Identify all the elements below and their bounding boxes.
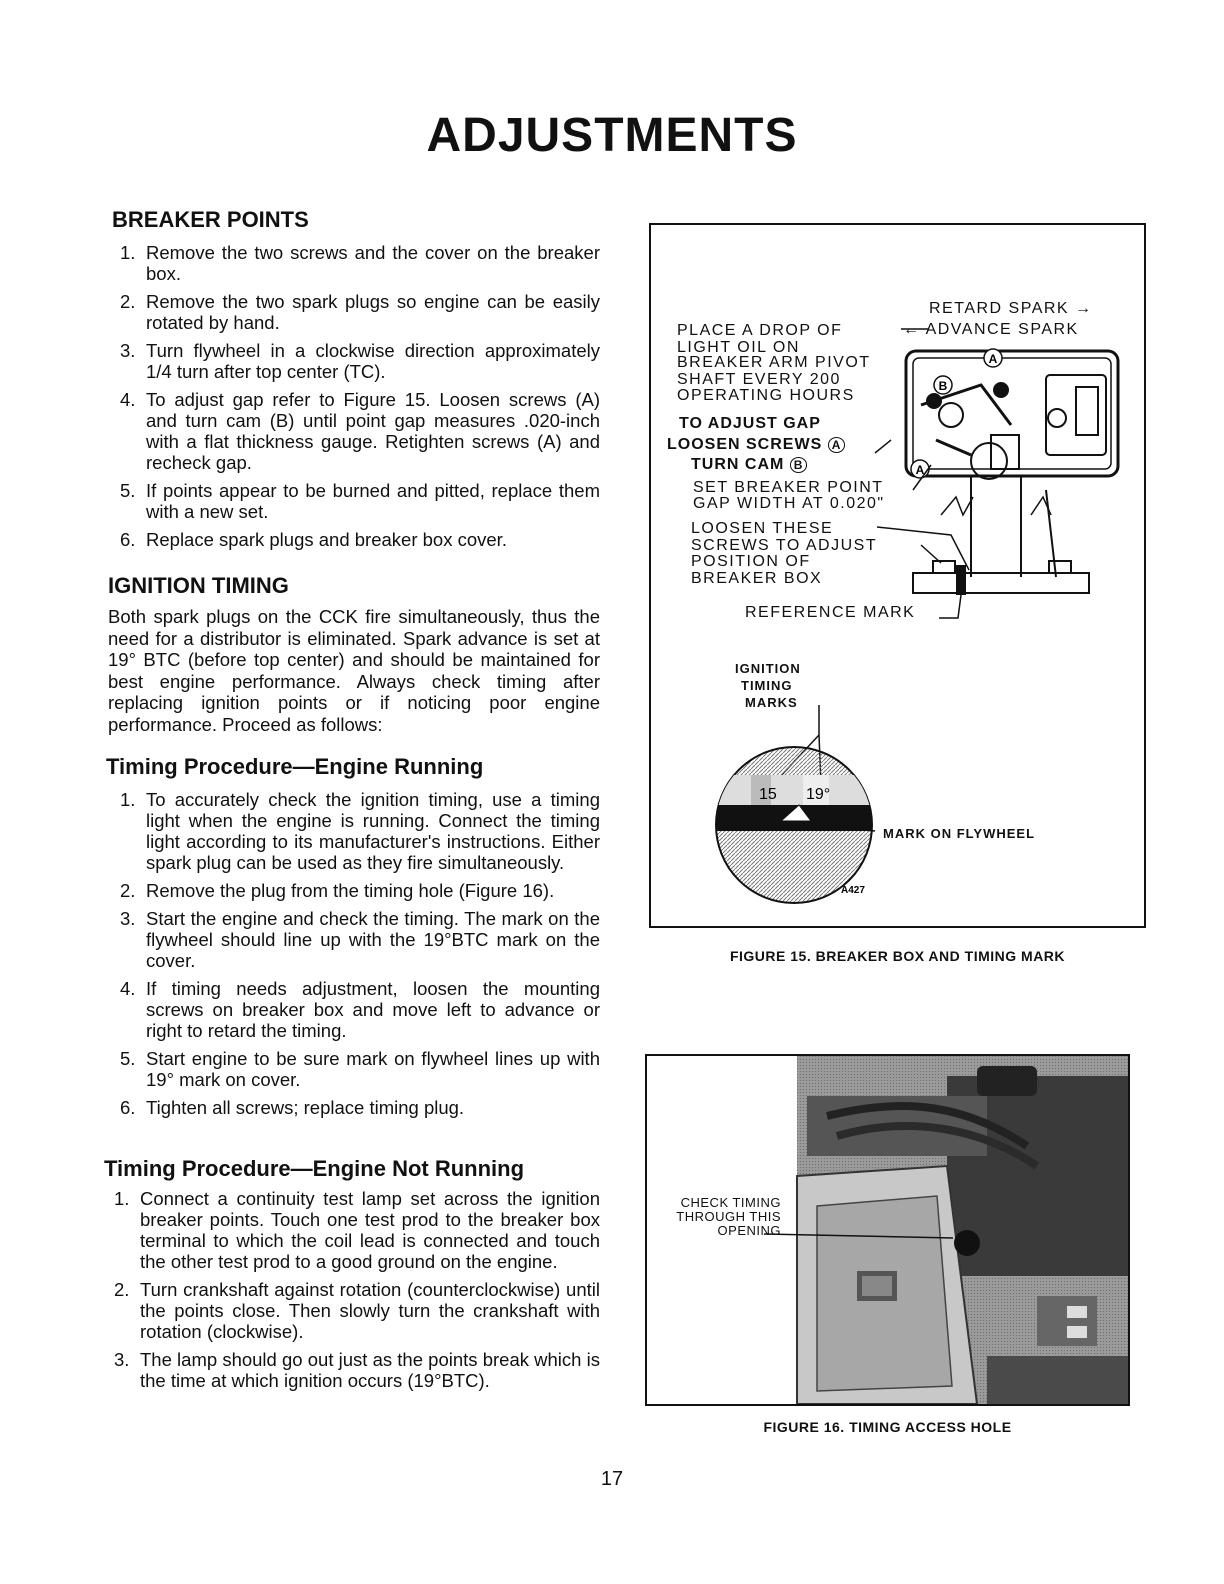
step-text: Turn crankshaft against rotation (counterclockwise) until the points close. Then slowly turn the crankshaft with rotation (clockwise). xyxy=(140,1279,600,1342)
oil-note-line-2: LIGHT OIL ON xyxy=(677,339,800,356)
figure-15-diagram xyxy=(649,223,1146,928)
step-text: Start the engine and check the timing. The mark on the flywheel should line up with the 19°BTC mark on the cover. xyxy=(146,908,600,971)
engine-not-running-section xyxy=(104,1156,600,1398)
letter-a-2: A xyxy=(915,463,925,477)
step-number: 6. xyxy=(120,1097,136,1118)
breaker-points-step xyxy=(120,529,600,550)
step-text: Replace spark plugs and breaker box cover. xyxy=(146,529,507,550)
oil-note-line-1: PLACE A DROP OF xyxy=(677,322,843,339)
turn-cam-label: TURN CAM B xyxy=(691,457,807,473)
oil-note-line-3: BREAKER ARM PIVOT xyxy=(677,354,871,371)
step-text: If timing needs adjustment, loosen the mounting screws on breaker box and move left to advance or right to retard the timing. xyxy=(146,978,600,1041)
step-number: 2. xyxy=(120,880,136,901)
set-point-line-1: SET BREAKER POINT xyxy=(693,479,884,496)
advance-spark-label: ← ADVANCE SPARK xyxy=(903,321,1079,338)
step-text: The lamp should go out just as the points break which is the time at which ignition occurs (19°BTC). xyxy=(140,1349,600,1391)
step-number: 3. xyxy=(120,908,136,929)
figure-15-caption: FIGURE 15. BREAKER BOX AND TIMING MARK xyxy=(729,948,1066,964)
engine-not-running-step xyxy=(114,1188,600,1272)
figure-16-caption: FIGURE 16. TIMING ACCESS HOLE xyxy=(763,1419,1012,1435)
check-timing-line-2: THROUGH THIS xyxy=(676,1209,781,1224)
engine-running-step xyxy=(120,978,600,1041)
engine-not-running-step xyxy=(114,1349,600,1391)
step-number: 5. xyxy=(120,1048,136,1069)
step-text: Remove the plug from the timing hole (Figure 16). xyxy=(146,880,555,901)
letter-a-badge: A xyxy=(828,437,846,453)
breaker-points-heading: BREAKER POINTS xyxy=(112,207,309,232)
engine-running-step xyxy=(120,789,600,873)
step-text: Connect a continuity test lamp set across the ignition breaker points. Touch one test prod to the breaker box terminal to which the coil lead is connected and touch the other test prod to a good ground on the engine. xyxy=(140,1188,600,1272)
right-arrow-icon: → xyxy=(1075,300,1093,317)
retard-spark-label: RETARD SPARK → xyxy=(929,300,1093,317)
loosen-these-line-1: LOOSEN THESE xyxy=(691,520,834,537)
ignition-timing-intro: Both spark plugs on the CCK fire simultaneously, thus the need for a distributor is eliminated. Spark advance is set at 19° BTC (before top center) and should be maintained for best engine performance. Always check timing after replacing ignition points or if noticing poor engine performance. Proceed as follows: xyxy=(108,606,600,735)
degree-15-label: 15 xyxy=(759,786,777,803)
step-number: 3. xyxy=(120,340,136,361)
step-number: 4. xyxy=(120,978,136,999)
engine-not-running-heading: Timing Procedure—Engine Not Running xyxy=(104,1156,525,1181)
loosen-these-line-3: POSITION OF xyxy=(691,553,811,570)
timing-marks-line-2: TIMING xyxy=(741,678,793,693)
oil-note-line-5: OPERATING HOURS xyxy=(677,387,855,404)
figure-16-photo xyxy=(645,1054,1130,1406)
breaker-points-step xyxy=(120,291,600,333)
engine-running-section xyxy=(104,754,600,1125)
oil-note-line-4: SHAFT EVERY 200 xyxy=(677,371,841,388)
step-text: Tighten all screws; replace timing plug. xyxy=(146,1097,465,1118)
engine-running-steps xyxy=(120,789,600,1118)
step-number: 4. xyxy=(120,389,136,410)
check-timing-line-1: CHECK TIMING xyxy=(680,1195,781,1210)
breaker-points-steps xyxy=(120,242,600,550)
step-number: 3. xyxy=(114,1349,130,1370)
page-title: ADJUSTMENTS xyxy=(426,109,798,162)
engine-not-running-step xyxy=(114,1279,600,1342)
breaker-points-step xyxy=(120,480,600,522)
step-number: 2. xyxy=(120,291,136,312)
engine-running-heading: Timing Procedure—Engine Running xyxy=(106,754,484,779)
letter-b-badge: B xyxy=(790,457,808,473)
breaker-points-step xyxy=(120,242,600,284)
flywheel-mark-label: MARK ON FLYWHEEL xyxy=(883,826,1036,841)
figure-code: A427 xyxy=(841,885,865,896)
breaker-points-step xyxy=(120,389,600,473)
loosen-these-line-4: BREAKER BOX xyxy=(691,570,823,587)
step-text: To adjust gap refer to Figure 15. Loosen screws (A) and turn cam (B) until point gap measures .020-inch with a flat thickness gauge. Retighten screws (A) and recheck gap. xyxy=(146,389,600,473)
engine-not-running-steps xyxy=(114,1188,600,1391)
step-number: 6. xyxy=(120,529,136,550)
breaker-points-section xyxy=(104,207,600,557)
step-text: Remove the two screws and the cover on the breaker box. xyxy=(146,242,600,284)
step-number: 2. xyxy=(114,1279,130,1300)
step-text: If points appear to be burned and pitted, replace them with a new set. xyxy=(146,480,600,522)
letter-b-1: B xyxy=(938,379,948,393)
step-text: To accurately check the ignition timing, use a timing light when the engine is running. Connect the timing light according to its manufacturer's instructions. Either spark plug can be used as they fire simultaneously. xyxy=(146,789,600,873)
loosen-these-line-2: SCREWS TO ADJUST xyxy=(691,537,878,554)
ignition-timing-section xyxy=(104,573,600,735)
timing-marks-line-1: IGNITION xyxy=(735,661,801,676)
set-point-line-2: GAP WIDTH AT 0.020" xyxy=(693,495,885,512)
letter-a-1: A xyxy=(988,352,998,366)
left-arrow-icon: ← xyxy=(903,321,921,338)
step-number: 1. xyxy=(114,1188,130,1209)
adjust-gap-label: TO ADJUST GAP xyxy=(679,415,821,432)
timing-marks-line-3: MARKS xyxy=(745,695,798,710)
loosen-screws-label: LOOSEN SCREWS A xyxy=(667,437,845,453)
page-number: 17 xyxy=(600,1468,624,1490)
step-text: Remove the two spark plugs so engine can be easily rotated by hand. xyxy=(146,291,600,333)
engine-running-step xyxy=(120,1048,600,1090)
engine-running-step xyxy=(120,908,600,971)
degree-19-label: 19° xyxy=(806,786,831,803)
engine-running-step xyxy=(120,880,600,901)
step-text: Turn flywheel in a clockwise direction approximately 1/4 turn after top center (TC). xyxy=(146,340,600,382)
step-text: Start engine to be sure mark on flywheel lines up with 19° mark on cover. xyxy=(146,1048,600,1090)
step-number: 1. xyxy=(120,789,136,810)
step-number: 1. xyxy=(120,242,136,263)
ignition-timing-heading: IGNITION TIMING xyxy=(108,573,289,598)
check-timing-line-3: OPENING xyxy=(717,1223,781,1238)
step-number: 5. xyxy=(120,480,136,501)
reference-mark-label: REFERENCE MARK xyxy=(745,604,916,621)
check-timing-label xyxy=(661,1196,781,1238)
breaker-points-step xyxy=(120,340,600,382)
engine-running-step xyxy=(120,1097,600,1118)
